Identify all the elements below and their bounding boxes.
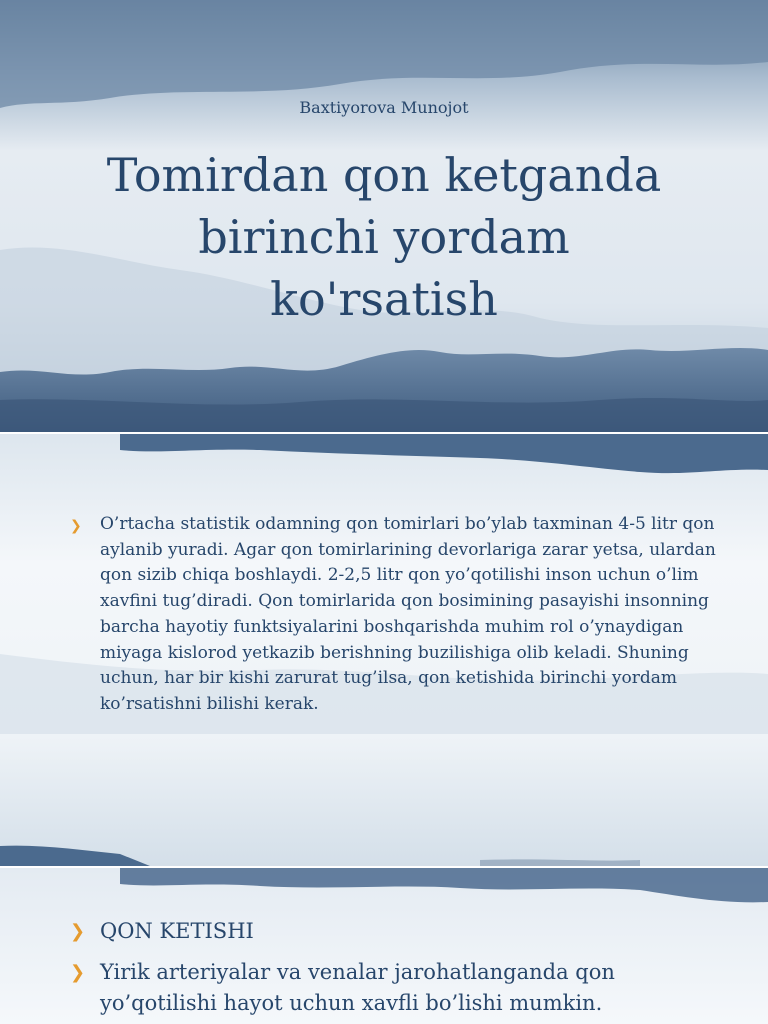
title-slide xyxy=(0,0,768,432)
bullet-text: Yirik arteriyalar va venalar jarohatlanganda qon yo’qotilishi hayot uchun xavfli bo’lishi mumkin. xyxy=(100,960,615,1015)
bullet-list xyxy=(70,916,728,1024)
chevron-right-icon: ❯ xyxy=(70,921,86,942)
bullet-text: QON KETISHI xyxy=(100,919,254,943)
list-item xyxy=(70,957,728,1019)
slide-title: Tomirdan qon ketganda birinchi yordam ko'rsatish xyxy=(106,148,662,326)
content-slide-2 xyxy=(0,868,768,1024)
bullet-text: O’rtacha statistik odamning qon tomirlari bo’ylab taxminan 4-5 litr qon aylanib yuradi. Agar qon tomirlarining devorlariga zarar yetsa, ulardan qon sizib chiqa boshlaydi. 2-2,5 litr qon yo’qotilishi inson uchun o’lim xavfini tug’diradi. Qon tomirlarida qon bosimining pasayishi insonning barcha hayotiy funktsiyalarini boshqarishda muhim rol o’ynaydigan miyaga kislorod yetkazib berishning buzilishiga olib keladi. Shuning uchun, har bir kishi zarurat tug’ilsa, qon ketishida birinchi yordam ko’rsatishni bilishi kerak. xyxy=(100,514,716,714)
chevron-right-icon: ❯ xyxy=(70,962,86,983)
list-item xyxy=(70,512,728,718)
content-slide-1 xyxy=(0,434,768,866)
bullet-list xyxy=(70,512,728,718)
list-item xyxy=(70,916,728,947)
chevron-right-icon: ❯ xyxy=(70,518,82,534)
author-name: Baxtiyorova Munojot xyxy=(299,98,469,117)
